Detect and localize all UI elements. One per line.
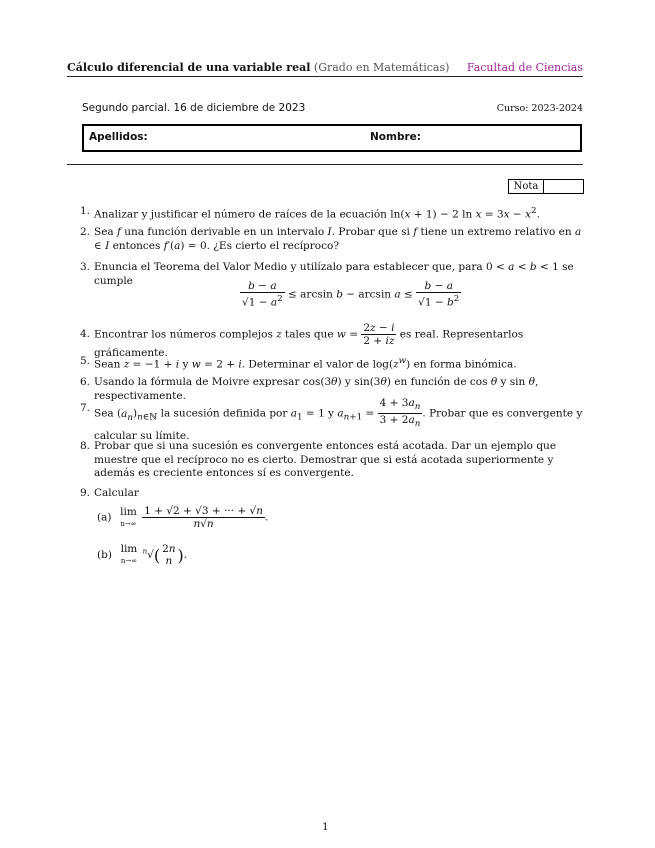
question-8: 8. Probar que si una sucesión es convergente entonces está acotada. Dar un ejemplo que muestre que el recíproco no es cierto. Demostrar que si está acotada superiormente y además es creciente entonces sí es convergente.: [80, 440, 557, 479]
surname-label: Apellidos:: [89, 131, 148, 143]
student-name-box[interactable]: [82, 124, 582, 152]
exam-title: Segundo parcial. 16 de diciembre de 2023: [82, 102, 306, 114]
course-header: [67, 61, 449, 74]
question-9: 9. Calcular: [80, 487, 139, 499]
question-6: 6. Usando la fórmula de Moivre expresar cos(3θ) y sin(3θ) en función de cos θ y sin θ, respectivamente.: [80, 376, 539, 402]
question-2: 2. Sea f una función derivable en un intervalo I. Probar que si f tiene un extremo relativo en a ∈ I entonces f′(a) = 0. ¿Es cierto el recíproco?: [80, 226, 582, 252]
question-9a: (a) lim n→∞ $\frac{1 + √2 + √3 + \cdot\cdot\cdot + √n}{n√n}$ .: [97, 505, 269, 530]
question-4: 4. Encontrar los números complejos z tales que w = $\frac{2z - i}{2 + iz}$ es real. Representarlos gráficamente.: [80, 322, 524, 359]
question-1: 1. Analizar y justificar el número de raíces de la ecuación ln(x + 1) − 2 $\ln x = 3x - x^2$.: [80, 205, 540, 221]
question-9b: (b) lim n→∞ $^n$√( 2n n ).: [97, 543, 188, 567]
course-grade: (Grado en Matemáticas): [313, 61, 450, 74]
question-3: 3. Enuncia el Teorema del Valor Medio y utilízalo para establecer que, para 0 < a < b < 1 se cumple: [80, 261, 574, 287]
inequality-formula: $\frac{b - a}{√1 - a^2}$ ≤ arcsin b − arcsin a ≤ $\frac{b - a}{√1 - b^2}$: [242, 280, 460, 309]
header-divider: [67, 76, 583, 77]
faculty-name: Facultad de Ciencias: [466, 61, 583, 74]
section-divider: [67, 164, 583, 165]
page-number: 1: [322, 821, 329, 833]
name-label: Nombre:: [370, 131, 421, 143]
grade-box[interactable]: [508, 179, 584, 194]
grade-label: Nota: [509, 180, 544, 193]
question-5: 5. Sean z = −1 + i y w = 2 + i. Determinar el valor de $\log(z^w)$ en forma binómica.: [80, 355, 517, 371]
course-title: Cálculo diferencial de una variable real: [67, 61, 311, 74]
question-7: 7. Sea $(a_n)_{n\in ℕ}$ la sucesión definida por $a_1 = 1$ y $a_{n+1}$ = $\frac{4 + 3a_n}{3 + 2a_n}$ . Probar que es convergente y calcular su límite.: [80, 397, 583, 443]
academic-year: Curso: 2023-2024: [496, 103, 583, 114]
